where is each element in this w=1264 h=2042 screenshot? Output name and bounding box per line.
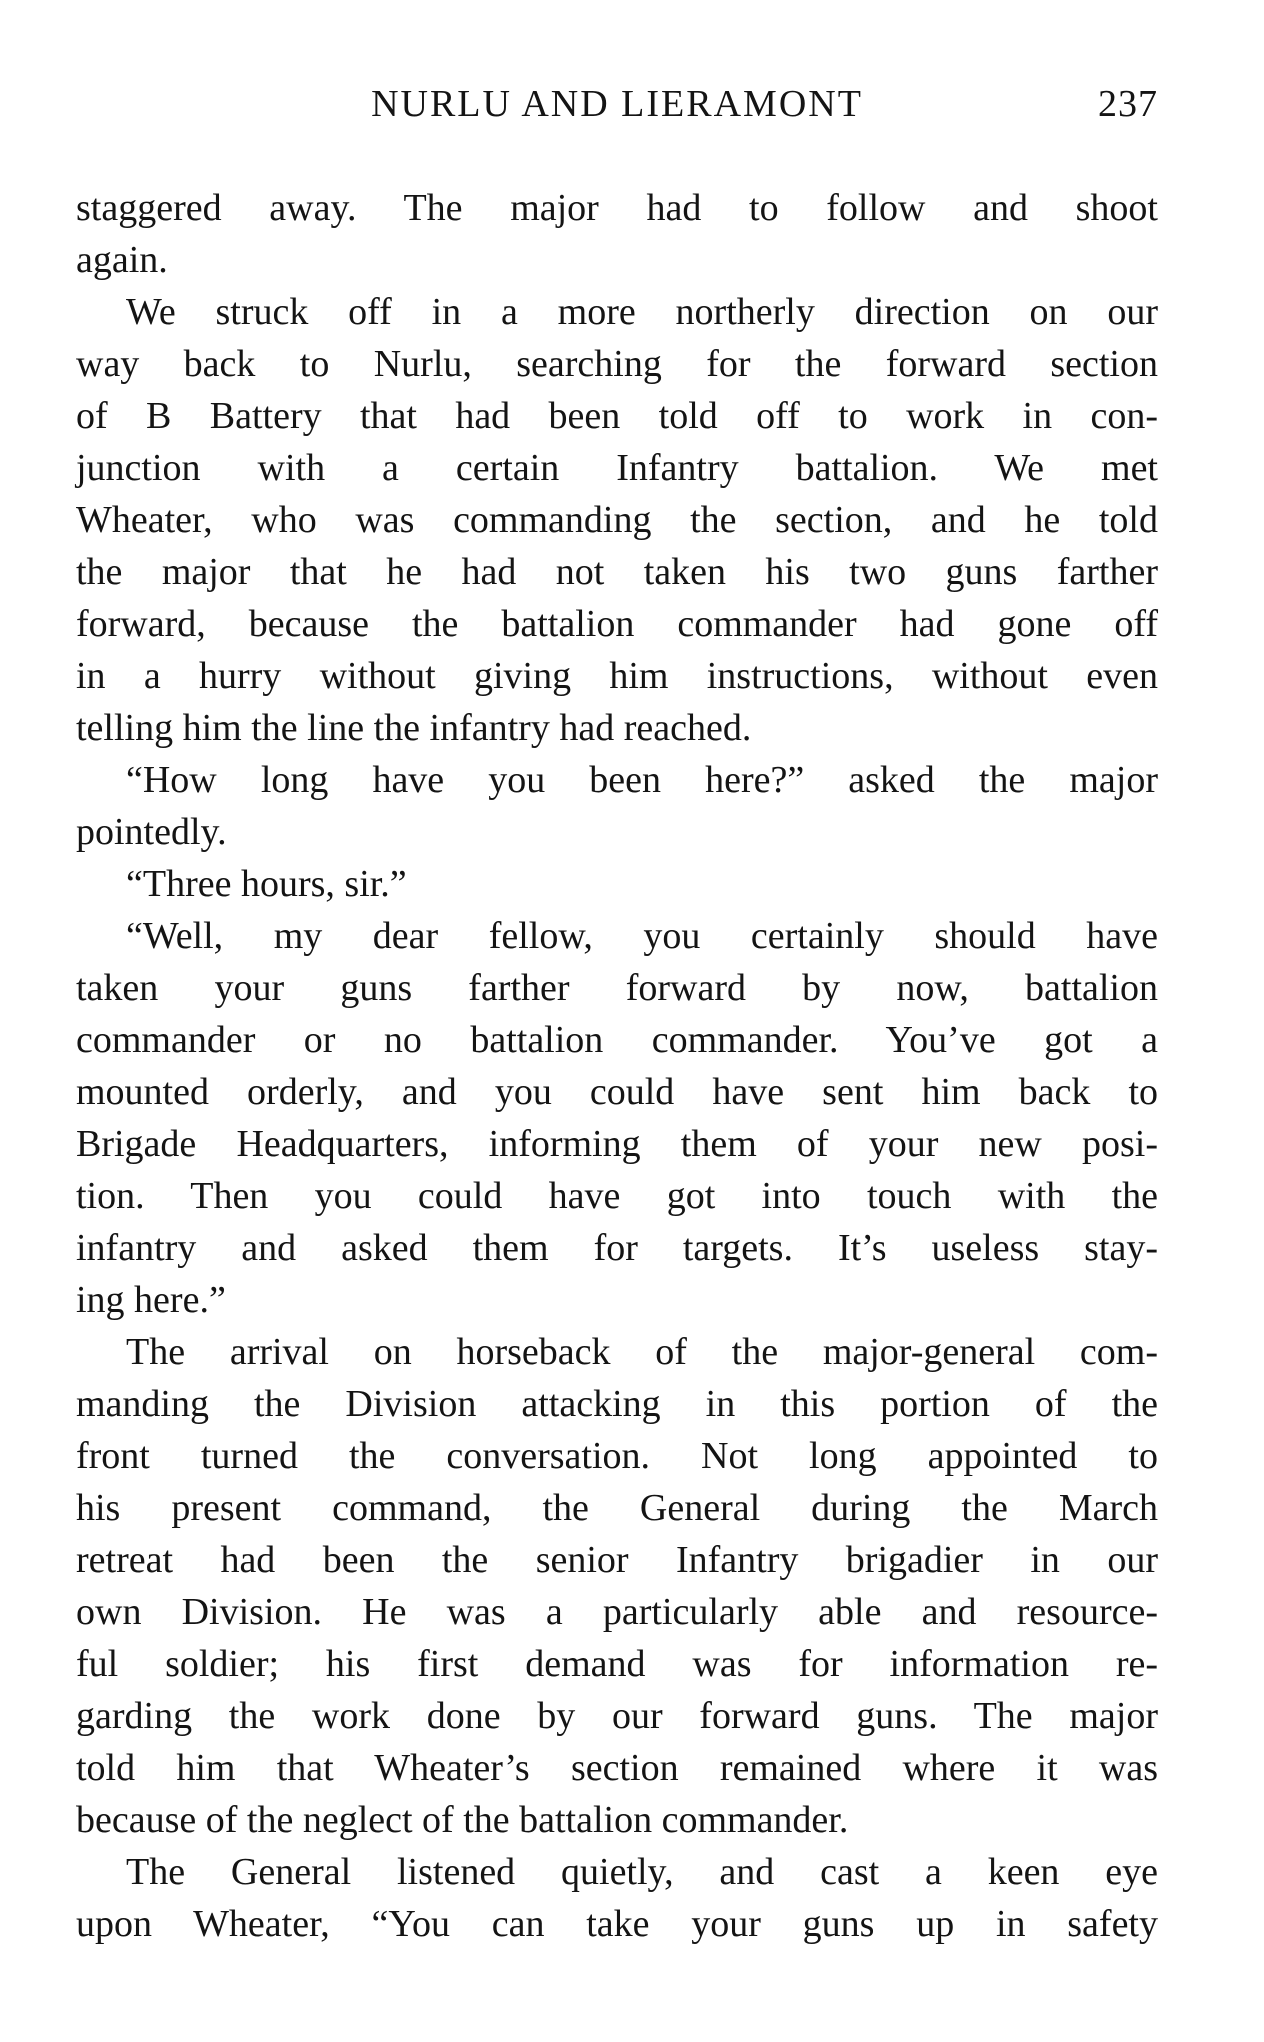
running-header [76, 82, 1158, 138]
text-line: front turned the conversation. Not long appointed to [76, 1435, 1158, 1477]
text-line: The General listened quietly, and cast a keen eye [126, 1851, 1158, 1893]
text-line: because of the neglect of the battalion commander. [76, 1799, 849, 1841]
text-line: Wheater, who was commanding the section, and he told [76, 499, 1158, 541]
text-line: upon Wheater, “You can take your guns up in safety [76, 1903, 1158, 1945]
text-line: “Well, my dear fellow, you certainly should have [126, 915, 1158, 957]
text-line: own Division. He was a particularly able and resource- [76, 1591, 1158, 1633]
text-line: The arrival on horseback of the major-general com- [126, 1331, 1158, 1373]
text-line: manding the Division attacking in this portion of the [76, 1383, 1158, 1425]
text-line: garding the work done by our forward guns. The major [76, 1695, 1158, 1737]
text-line: “How long have you been here?” asked the major [126, 759, 1158, 801]
text-line: junction with a certain Infantry battalion. We met [76, 447, 1158, 489]
text-line: in a hurry without giving him instructions, without even [76, 655, 1158, 697]
text-line: tion. Then you could have got into touch with the [76, 1175, 1158, 1217]
text-line: of B Battery that had been told off to work in con- [76, 395, 1158, 437]
text-line: ful soldier; his first demand was for information re- [76, 1643, 1158, 1685]
running-head-title: NURLU AND LIERAMONT [371, 83, 863, 125]
text-line: telling him the line the infantry had reached. [76, 707, 752, 749]
text-line: his present command, the General during the March [76, 1487, 1158, 1529]
text-line: told him that Wheater’s section remained where it was [76, 1747, 1158, 1789]
text-line: taken your guns farther forward by now, battalion [76, 967, 1158, 1009]
text-line: “Three hours, sir.” [126, 863, 407, 905]
text-line: forward, because the battalion commander had gone off [76, 603, 1158, 645]
text-line: way back to Nurlu, searching for the forward section [76, 343, 1158, 385]
text-line: mounted orderly, and you could have sent him back to [76, 1071, 1158, 1113]
text-line: pointedly. [76, 811, 227, 853]
body-text [76, 182, 1158, 1950]
text-line: commander or no battalion commander. You’ve got a [76, 1019, 1158, 1061]
text-line: We struck off in a more northerly direction on our [126, 291, 1158, 333]
text-line: the major that he had not taken his two guns farther [76, 551, 1158, 593]
text-line: again. [76, 239, 168, 281]
text-line: retreat had been the senior Infantry brigadier in our [76, 1539, 1158, 1581]
page-number: 237 [1098, 83, 1158, 125]
text-line: ing here.” [76, 1279, 226, 1321]
text-line: infantry and asked them for targets. It’s useless stay- [76, 1227, 1158, 1269]
text-line: staggered away. The major had to follow and shoot [76, 187, 1158, 229]
text-line: Brigade Headquarters, informing them of your new posi- [76, 1123, 1158, 1165]
